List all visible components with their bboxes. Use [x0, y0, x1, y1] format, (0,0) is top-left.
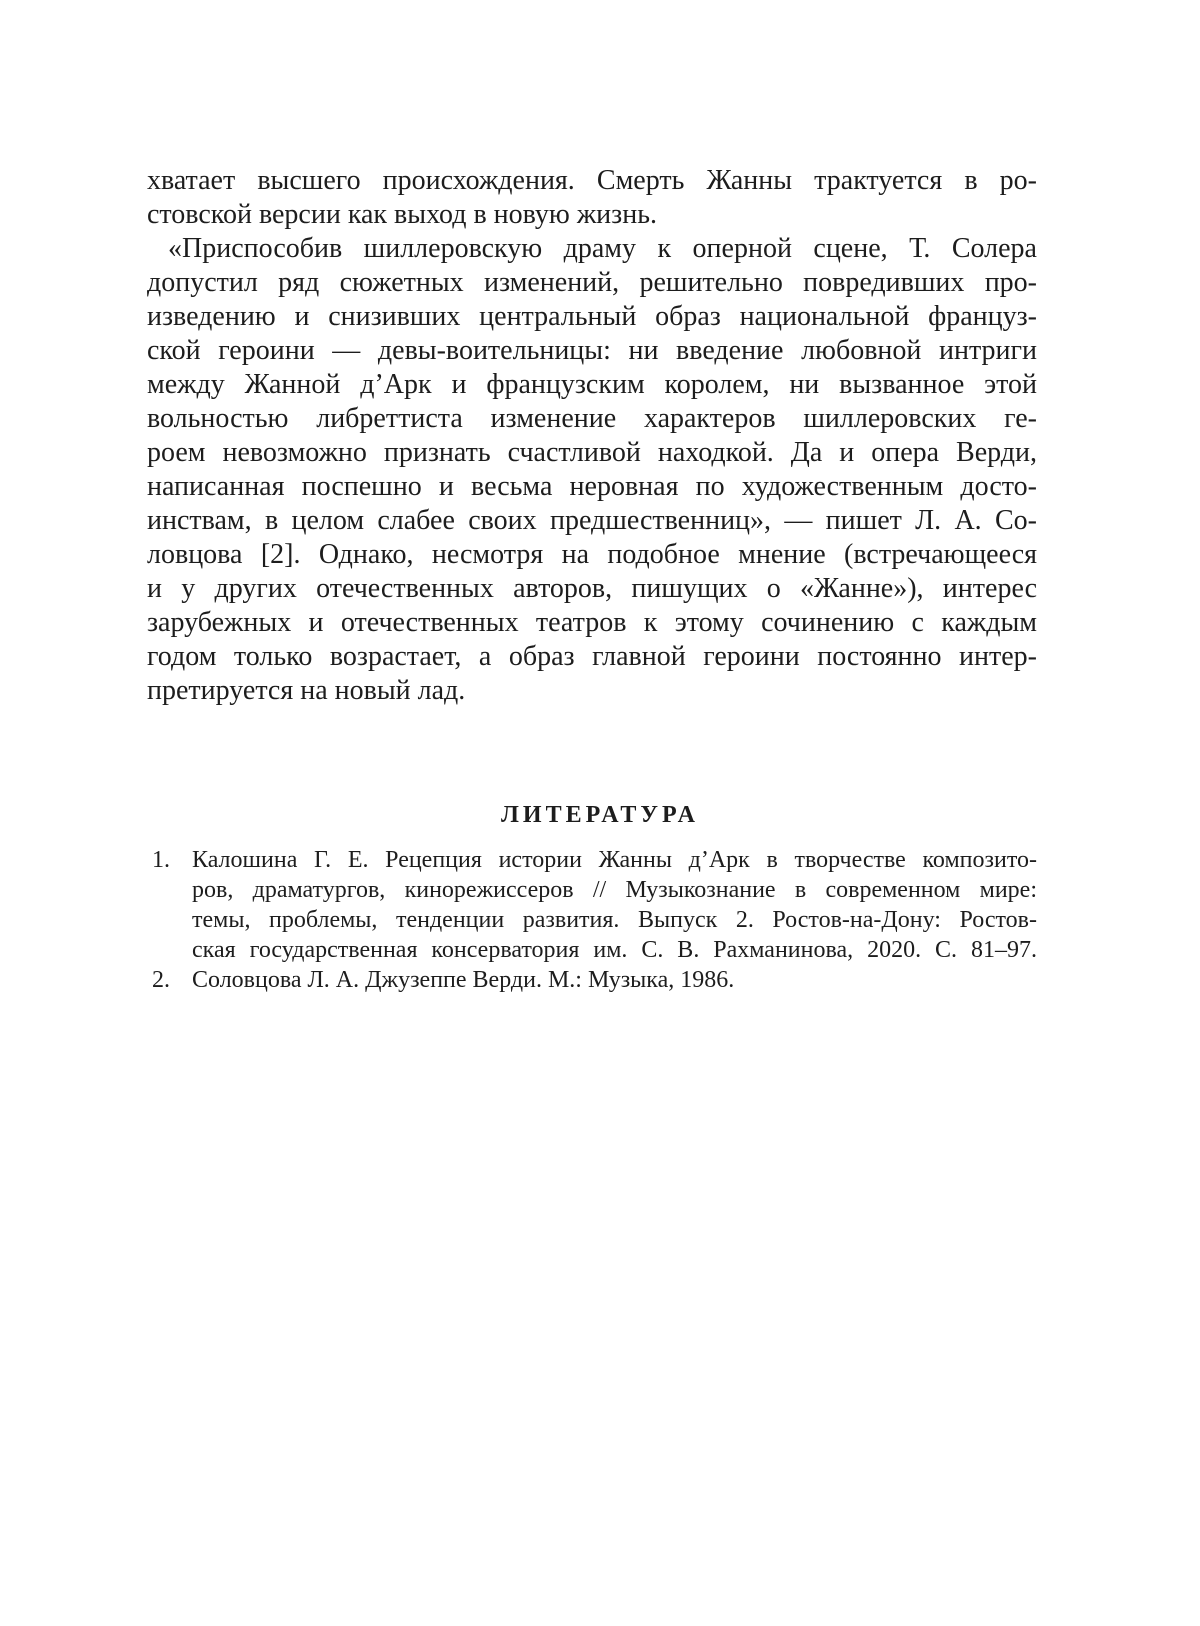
text-line: роем невозможно признать счастливой находкой. Да и опера Верди,: [147, 437, 1037, 468]
body-text: [147, 164, 1037, 708]
reference-line: темы, проблемы, тенденции развития. Выпуск 2. Ростов-на-Дону: Ростов-: [192, 907, 1037, 933]
text-line: инствам, в целом слабее своих предшественниц», — пишет Л. А. Со-: [147, 505, 1037, 536]
text-line: претируется на новый лад.: [147, 675, 466, 706]
text-line: между Жанной д’Арк и французским королем, ни вызванное этой: [147, 369, 1037, 400]
text-line: написанная поспешно и весьма неровная по художественным досто-: [147, 471, 1037, 502]
text-line: изведению и снизивших центральный образ национальной француз-: [147, 301, 1037, 332]
text-line: стовской версии как выход в новую жизнь.: [147, 199, 657, 230]
text-line: вольностью либреттиста изменение характеров шиллеровских ге-: [147, 403, 1037, 434]
reference-number: 1.: [152, 847, 170, 873]
reference-item: [147, 845, 1037, 965]
text-line: годом только возрастает, а образ главной героини постоянно интер-: [147, 641, 1037, 672]
reference-line: ская государственная консерватория им. С. В. Рахманинова, 2020. С. 81–97.: [192, 937, 1037, 963]
reference-line: Калошина Г. Е. Рецепция истории Жанны д’Арк в творчестве композито-: [192, 847, 1037, 873]
text-line: допустил ряд сюжетных изменений, решительно повредивших про-: [147, 267, 1037, 298]
text-line: зарубежных и отечественных театров к этому сочинению с каждым: [147, 607, 1037, 638]
reference-line: Соловцова Л. А. Джузеппе Верди. М.: Музыка, 1986.: [192, 967, 735, 993]
text-line: и у других отечественных авторов, пишущих о «Жанне»), интерес: [147, 573, 1037, 604]
reference-line: ров, драматургов, кинорежиссеров // Музыкознание в современном мире:: [192, 877, 1037, 903]
text-line: ской героини — девы-воительницы: ни введение любовной интриги: [147, 335, 1037, 366]
text-line: хватает высшего происхождения. Смерть Жанны трактуется в ро-: [147, 165, 1037, 196]
reference-number: 2.: [152, 967, 170, 993]
reference-item: [147, 965, 1037, 995]
text-line: ловцова [2]. Однако, несмотря на подобное мнение (встречающееся: [147, 539, 1037, 570]
literature-heading: ЛИТЕРАТУРА: [501, 802, 699, 828]
reference-list: [147, 845, 1037, 995]
text-line: «Приспособив шиллеровскую драму к оперной сцене, Т. Солера: [168, 233, 1037, 264]
